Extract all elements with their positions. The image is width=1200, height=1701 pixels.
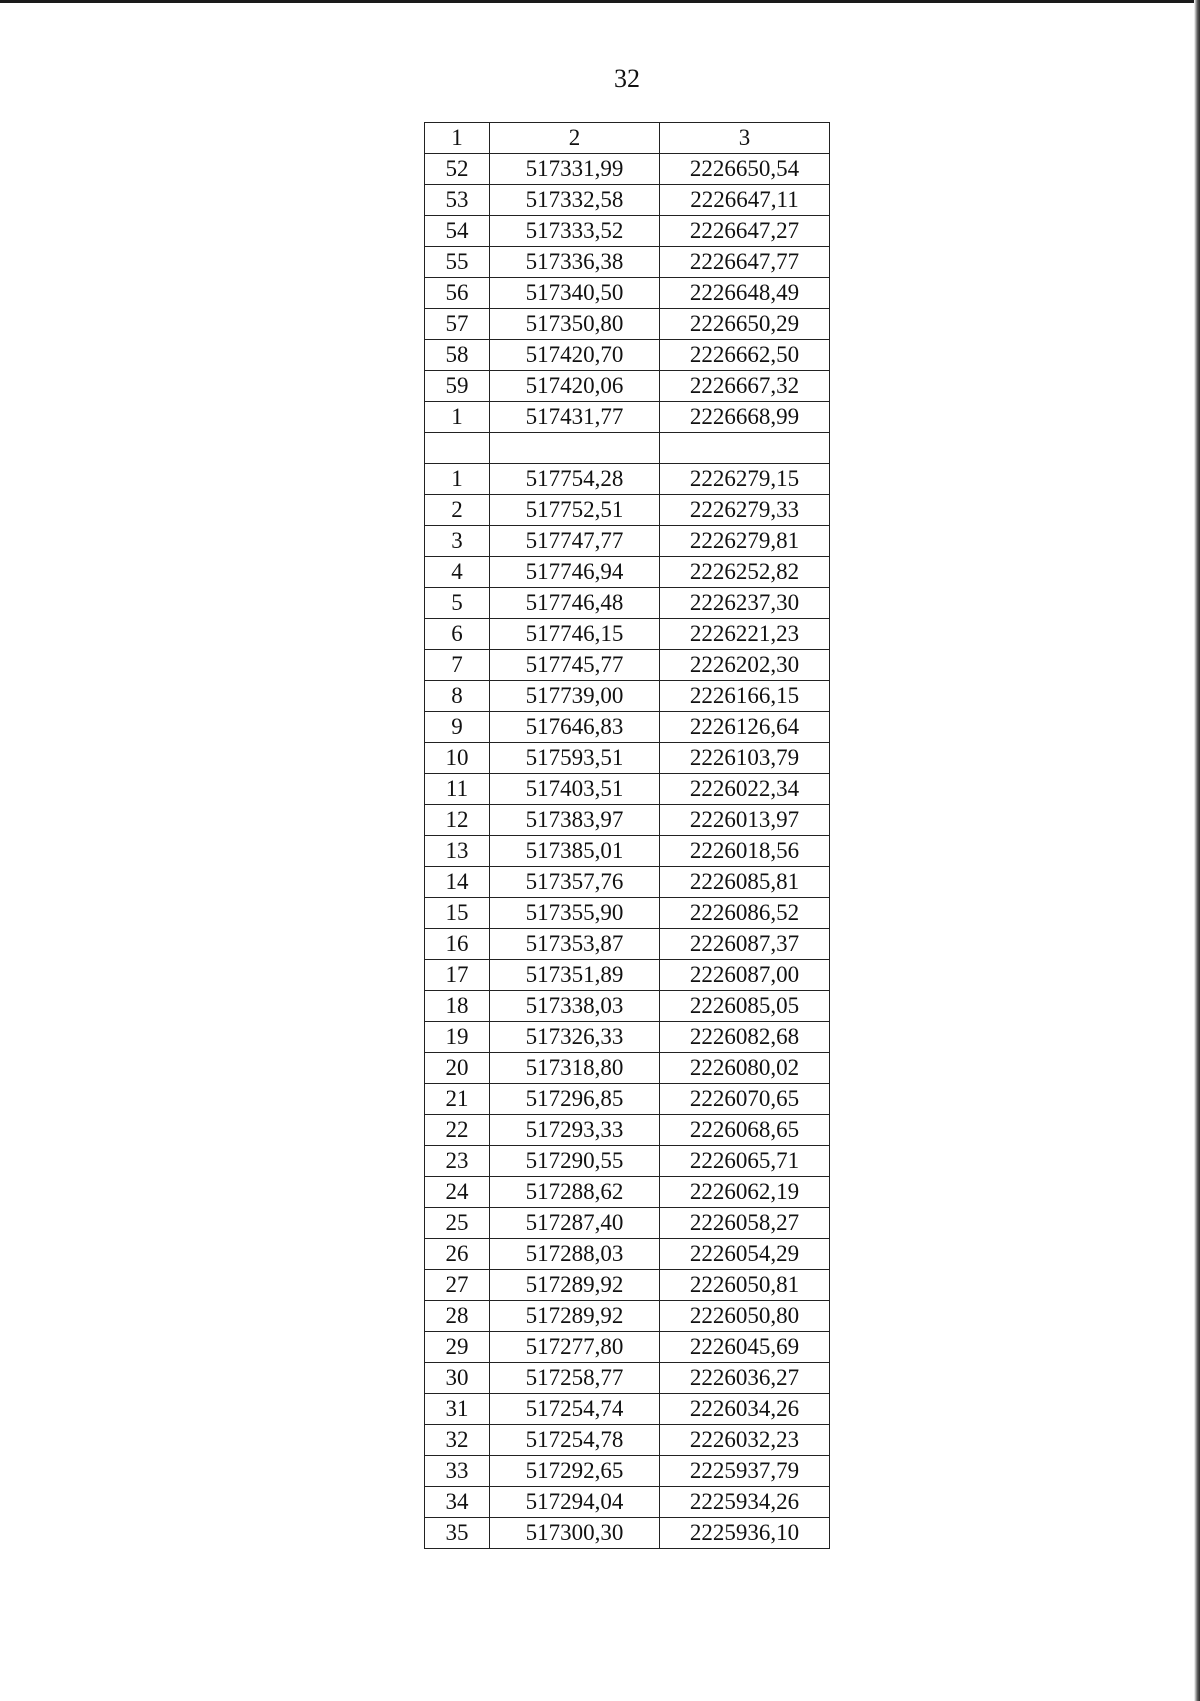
cell-y-coordinate: 2226103,79	[660, 743, 830, 774]
table-row	[425, 1115, 830, 1146]
header-cell-point: 1	[425, 123, 490, 154]
table-row	[425, 774, 830, 805]
table-row	[425, 340, 830, 371]
cell-point-number	[425, 433, 490, 464]
cell-y-coordinate: 2226668,99	[660, 402, 830, 433]
table-row	[425, 185, 830, 216]
cell-point-number: 28	[425, 1301, 490, 1332]
cell-x-coordinate	[490, 433, 660, 464]
cell-point-number: 5	[425, 588, 490, 619]
table-row	[425, 1270, 830, 1301]
cell-point-number: 14	[425, 867, 490, 898]
cell-y-coordinate: 2226050,80	[660, 1301, 830, 1332]
cell-y-coordinate: 2226647,27	[660, 216, 830, 247]
cell-point-number: 4	[425, 557, 490, 588]
table-row	[425, 1456, 830, 1487]
cell-y-coordinate: 2225937,79	[660, 1456, 830, 1487]
table-row	[425, 712, 830, 743]
table-row	[425, 247, 830, 278]
cell-point-number: 57	[425, 309, 490, 340]
cell-point-number: 31	[425, 1394, 490, 1425]
cell-point-number: 54	[425, 216, 490, 247]
cell-x-coordinate: 517385,01	[490, 836, 660, 867]
cell-point-number: 21	[425, 1084, 490, 1115]
cell-point-number: 59	[425, 371, 490, 402]
cell-point-number: 26	[425, 1239, 490, 1270]
table-row	[425, 557, 830, 588]
cell-point-number: 24	[425, 1177, 490, 1208]
table-row	[425, 1084, 830, 1115]
cell-x-coordinate: 517745,77	[490, 650, 660, 681]
table-row	[425, 588, 830, 619]
cell-x-coordinate: 517293,33	[490, 1115, 660, 1146]
cell-point-number: 11	[425, 774, 490, 805]
cell-point-number: 1	[425, 402, 490, 433]
cell-x-coordinate: 517593,51	[490, 743, 660, 774]
cell-point-number: 27	[425, 1270, 490, 1301]
table-row	[425, 1022, 830, 1053]
cell-y-coordinate: 2226662,50	[660, 340, 830, 371]
cell-point-number: 12	[425, 805, 490, 836]
cell-y-coordinate: 2226279,15	[660, 464, 830, 495]
cell-x-coordinate: 517331,99	[490, 154, 660, 185]
cell-y-coordinate: 2226080,02	[660, 1053, 830, 1084]
cell-point-number: 33	[425, 1456, 490, 1487]
cell-x-coordinate: 517254,74	[490, 1394, 660, 1425]
cell-point-number: 30	[425, 1363, 490, 1394]
cell-point-number: 22	[425, 1115, 490, 1146]
cell-y-coordinate: 2226221,23	[660, 619, 830, 650]
cell-point-number: 32	[425, 1425, 490, 1456]
cell-x-coordinate: 517420,70	[490, 340, 660, 371]
cell-x-coordinate: 517318,80	[490, 1053, 660, 1084]
cell-x-coordinate: 517258,77	[490, 1363, 660, 1394]
cell-point-number: 56	[425, 278, 490, 309]
cell-x-coordinate: 517287,40	[490, 1208, 660, 1239]
table-row	[425, 216, 830, 247]
table-row	[425, 1177, 830, 1208]
cell-x-coordinate: 517290,55	[490, 1146, 660, 1177]
cell-x-coordinate: 517326,33	[490, 1022, 660, 1053]
table-row	[425, 495, 830, 526]
cell-y-coordinate: 2226202,30	[660, 650, 830, 681]
cell-point-number: 3	[425, 526, 490, 557]
table-row	[425, 743, 830, 774]
cell-x-coordinate: 517277,80	[490, 1332, 660, 1363]
cell-x-coordinate: 517292,65	[490, 1456, 660, 1487]
cell-y-coordinate: 2225934,26	[660, 1487, 830, 1518]
table-row	[425, 805, 830, 836]
table-row	[425, 1363, 830, 1394]
cell-y-coordinate: 2226036,27	[660, 1363, 830, 1394]
cell-x-coordinate: 517746,94	[490, 557, 660, 588]
cell-y-coordinate: 2226062,19	[660, 1177, 830, 1208]
coordinates-table	[424, 122, 830, 1549]
cell-point-number: 1	[425, 464, 490, 495]
cell-y-coordinate: 2226070,65	[660, 1084, 830, 1115]
cell-x-coordinate: 517353,87	[490, 929, 660, 960]
cell-x-coordinate: 517420,06	[490, 371, 660, 402]
cell-y-coordinate: 2226022,34	[660, 774, 830, 805]
table-row	[425, 154, 830, 185]
cell-x-coordinate: 517752,51	[490, 495, 660, 526]
cell-x-coordinate: 517294,04	[490, 1487, 660, 1518]
cell-x-coordinate: 517333,52	[490, 216, 660, 247]
cell-point-number: 18	[425, 991, 490, 1022]
cell-x-coordinate: 517351,89	[490, 960, 660, 991]
cell-point-number: 23	[425, 1146, 490, 1177]
cell-x-coordinate: 517340,50	[490, 278, 660, 309]
cell-x-coordinate: 517336,38	[490, 247, 660, 278]
cell-x-coordinate: 517289,92	[490, 1301, 660, 1332]
cell-y-coordinate: 2226279,33	[660, 495, 830, 526]
cell-point-number: 53	[425, 185, 490, 216]
cell-y-coordinate: 2226667,32	[660, 371, 830, 402]
cell-x-coordinate: 517355,90	[490, 898, 660, 929]
table-body	[425, 154, 830, 1549]
cell-point-number: 20	[425, 1053, 490, 1084]
cell-y-coordinate: 2226166,15	[660, 681, 830, 712]
cell-y-coordinate: 2226237,30	[660, 588, 830, 619]
table-row	[425, 433, 830, 464]
header-row	[425, 123, 830, 154]
cell-x-coordinate: 517746,15	[490, 619, 660, 650]
cell-point-number: 13	[425, 836, 490, 867]
cell-y-coordinate	[660, 433, 830, 464]
table-row	[425, 402, 830, 433]
cell-y-coordinate: 2226034,26	[660, 1394, 830, 1425]
cell-y-coordinate: 2226018,56	[660, 836, 830, 867]
table-row	[425, 929, 830, 960]
cell-y-coordinate: 2226058,27	[660, 1208, 830, 1239]
cell-y-coordinate: 2226648,49	[660, 278, 830, 309]
cell-y-coordinate: 2226085,05	[660, 991, 830, 1022]
cell-y-coordinate: 2226126,64	[660, 712, 830, 743]
cell-y-coordinate: 2225936,10	[660, 1518, 830, 1549]
cell-point-number: 17	[425, 960, 490, 991]
cell-x-coordinate: 517746,48	[490, 588, 660, 619]
table-row	[425, 1332, 830, 1363]
table-row	[425, 898, 830, 929]
table-row	[425, 1146, 830, 1177]
cell-y-coordinate: 2226279,81	[660, 526, 830, 557]
scan-right-edge	[1194, 0, 1200, 1701]
table-row	[425, 619, 830, 650]
table-row	[425, 1425, 830, 1456]
cell-x-coordinate: 517288,62	[490, 1177, 660, 1208]
cell-x-coordinate: 517754,28	[490, 464, 660, 495]
table-row	[425, 1301, 830, 1332]
cell-y-coordinate: 2226065,71	[660, 1146, 830, 1177]
table-row	[425, 681, 830, 712]
cell-x-coordinate: 517254,78	[490, 1425, 660, 1456]
table-row	[425, 960, 830, 991]
table-row	[425, 464, 830, 495]
cell-point-number: 10	[425, 743, 490, 774]
page-number: 32	[614, 64, 640, 93]
table-row	[425, 650, 830, 681]
cell-y-coordinate: 2226087,37	[660, 929, 830, 960]
cell-point-number: 55	[425, 247, 490, 278]
cell-y-coordinate: 2226647,77	[660, 247, 830, 278]
cell-y-coordinate: 2226647,11	[660, 185, 830, 216]
cell-point-number: 34	[425, 1487, 490, 1518]
cell-point-number: 25	[425, 1208, 490, 1239]
cell-y-coordinate: 2226068,65	[660, 1115, 830, 1146]
cell-x-coordinate: 517747,77	[490, 526, 660, 557]
cell-point-number: 29	[425, 1332, 490, 1363]
cell-y-coordinate: 2226032,23	[660, 1425, 830, 1456]
table-row	[425, 1394, 830, 1425]
table-row	[425, 991, 830, 1022]
table-header	[425, 123, 830, 154]
table-row	[425, 371, 830, 402]
table-row	[425, 1208, 830, 1239]
cell-y-coordinate: 2226650,54	[660, 154, 830, 185]
cell-x-coordinate: 517289,92	[490, 1270, 660, 1301]
cell-x-coordinate: 517403,51	[490, 774, 660, 805]
cell-y-coordinate: 2226082,68	[660, 1022, 830, 1053]
table-row	[425, 526, 830, 557]
cell-y-coordinate: 2226085,81	[660, 867, 830, 898]
cell-point-number: 6	[425, 619, 490, 650]
cell-x-coordinate: 517383,97	[490, 805, 660, 836]
cell-point-number: 9	[425, 712, 490, 743]
cell-point-number: 19	[425, 1022, 490, 1053]
table-row	[425, 309, 830, 340]
table-row	[425, 1053, 830, 1084]
cell-y-coordinate: 2226087,00	[660, 960, 830, 991]
table-row	[425, 1487, 830, 1518]
cell-point-number: 7	[425, 650, 490, 681]
cell-point-number: 15	[425, 898, 490, 929]
header-cell-x: 2	[490, 123, 660, 154]
cell-y-coordinate: 2226050,81	[660, 1270, 830, 1301]
table-row	[425, 278, 830, 309]
cell-point-number: 16	[425, 929, 490, 960]
table-row	[425, 1518, 830, 1549]
cell-x-coordinate: 517357,76	[490, 867, 660, 898]
cell-x-coordinate: 517739,00	[490, 681, 660, 712]
cell-x-coordinate: 517332,58	[490, 185, 660, 216]
cell-y-coordinate: 2226650,29	[660, 309, 830, 340]
cell-point-number: 52	[425, 154, 490, 185]
cell-point-number: 35	[425, 1518, 490, 1549]
cell-x-coordinate: 517300,30	[490, 1518, 660, 1549]
header-cell-y: 3	[660, 123, 830, 154]
table-row	[425, 867, 830, 898]
cell-x-coordinate: 517288,03	[490, 1239, 660, 1270]
cell-y-coordinate: 2226086,52	[660, 898, 830, 929]
table-row	[425, 836, 830, 867]
table-row	[425, 1239, 830, 1270]
cell-x-coordinate: 517646,83	[490, 712, 660, 743]
cell-x-coordinate: 517296,85	[490, 1084, 660, 1115]
cell-y-coordinate: 2226054,29	[660, 1239, 830, 1270]
cell-y-coordinate: 2226045,69	[660, 1332, 830, 1363]
cell-x-coordinate: 517338,03	[490, 991, 660, 1022]
cell-point-number: 8	[425, 681, 490, 712]
cell-x-coordinate: 517350,80	[490, 309, 660, 340]
cell-y-coordinate: 2226013,97	[660, 805, 830, 836]
scan-top-edge	[0, 0, 1200, 3]
cell-y-coordinate: 2226252,82	[660, 557, 830, 588]
cell-x-coordinate: 517431,77	[490, 402, 660, 433]
cell-point-number: 2	[425, 495, 490, 526]
cell-point-number: 58	[425, 340, 490, 371]
